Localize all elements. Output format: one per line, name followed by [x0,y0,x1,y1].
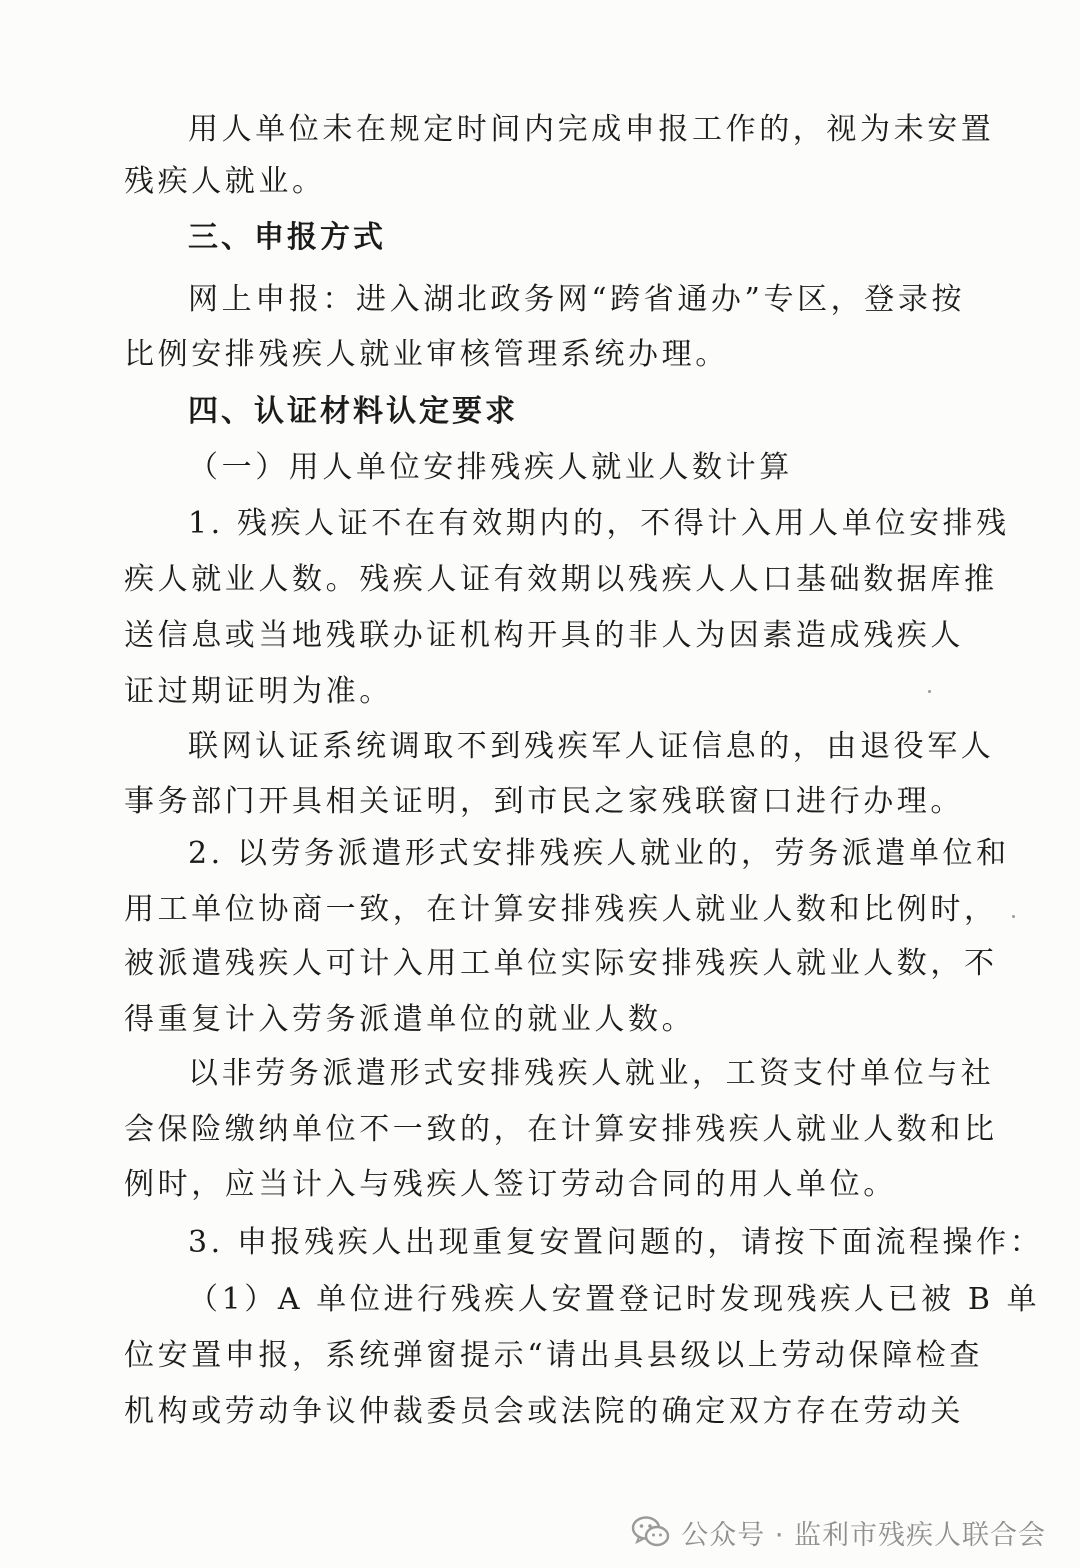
text-line: 位安置申报，系统弹窗提示“请出具县级以上劳动保障检查 [124,1338,983,1373]
text-line: （1）A 单位进行残疾人安置登记时发现残疾人已被 B 单 [188,1282,1041,1317]
section-heading: 三、申报方式 [188,220,386,255]
text-line: 网上申报：进入湖北政务网“跨省通办”专区，登录按 [188,282,966,317]
text-line: 证过期证明为准。 [124,674,393,709]
text-line: 机构或劳动争议仲裁委员会或法院的确定双方存在劳动关 [124,1394,964,1429]
text-line: 2. 以劳务派遣形式安排残疾人就业的，劳务派遣单位和 [188,836,1010,871]
text-line: 3. 申报残疾人出现重复安置问题的，请按下面流程操作： [188,1225,1044,1260]
text-line: 1. 残疾人证不在有效期内的，不得计入用人单位安排残 [188,506,1010,541]
text-line: 被派遣残疾人可计入用工单位实际安排残疾人就业人数，不 [124,946,998,981]
text-line: 会保险缴纳单位不一致的，在计算安排残疾人就业人数和比 [124,1112,998,1147]
text-line: 比例安排残疾人就业审核管理系统办理。 [124,337,729,372]
text-line: 事务部门开具相关证明，到市民之家残联窗口进行办理。 [124,784,964,819]
text-line: 用工单位协商一致，在计算安排残疾人就业人数和比例时， [124,892,998,927]
text-line: 得重复计入劳务派遣单位的就业人数。 [124,1002,696,1037]
text-line: 用人单位未在规定时间内完成申报工作的，视为未安置 [188,112,995,147]
watermark [631,1512,1046,1552]
watermark-text: 公众号 · 监利市残疾人联合会 [681,1519,1046,1551]
text-line: 例时，应当计入与残疾人签订劳动合同的用人单位。 [124,1167,897,1202]
text-line: 送信息或当地残联办证机构开具的非人为因素造成残疾人 [124,618,964,653]
scan-speck [1012,915,1015,918]
text-line: 以非劳务派遣形式安排残疾人就业，工资支付单位与社 [188,1056,995,1091]
subsection-heading: （一）用人单位安排残疾人就业人数计算 [188,450,793,485]
text-line: 联网认证系统调取不到残疾军人证信息的，由退役军人 [188,729,995,764]
scan-speck [928,690,931,693]
text-line: 残疾人就业。 [124,164,326,199]
section-heading: 四、认证材料认定要求 [188,394,518,429]
text-line: 疾人就业人数。残疾人证有效期以残疾人人口基础数据库推 [124,562,998,597]
wechat-icon [631,1515,671,1549]
